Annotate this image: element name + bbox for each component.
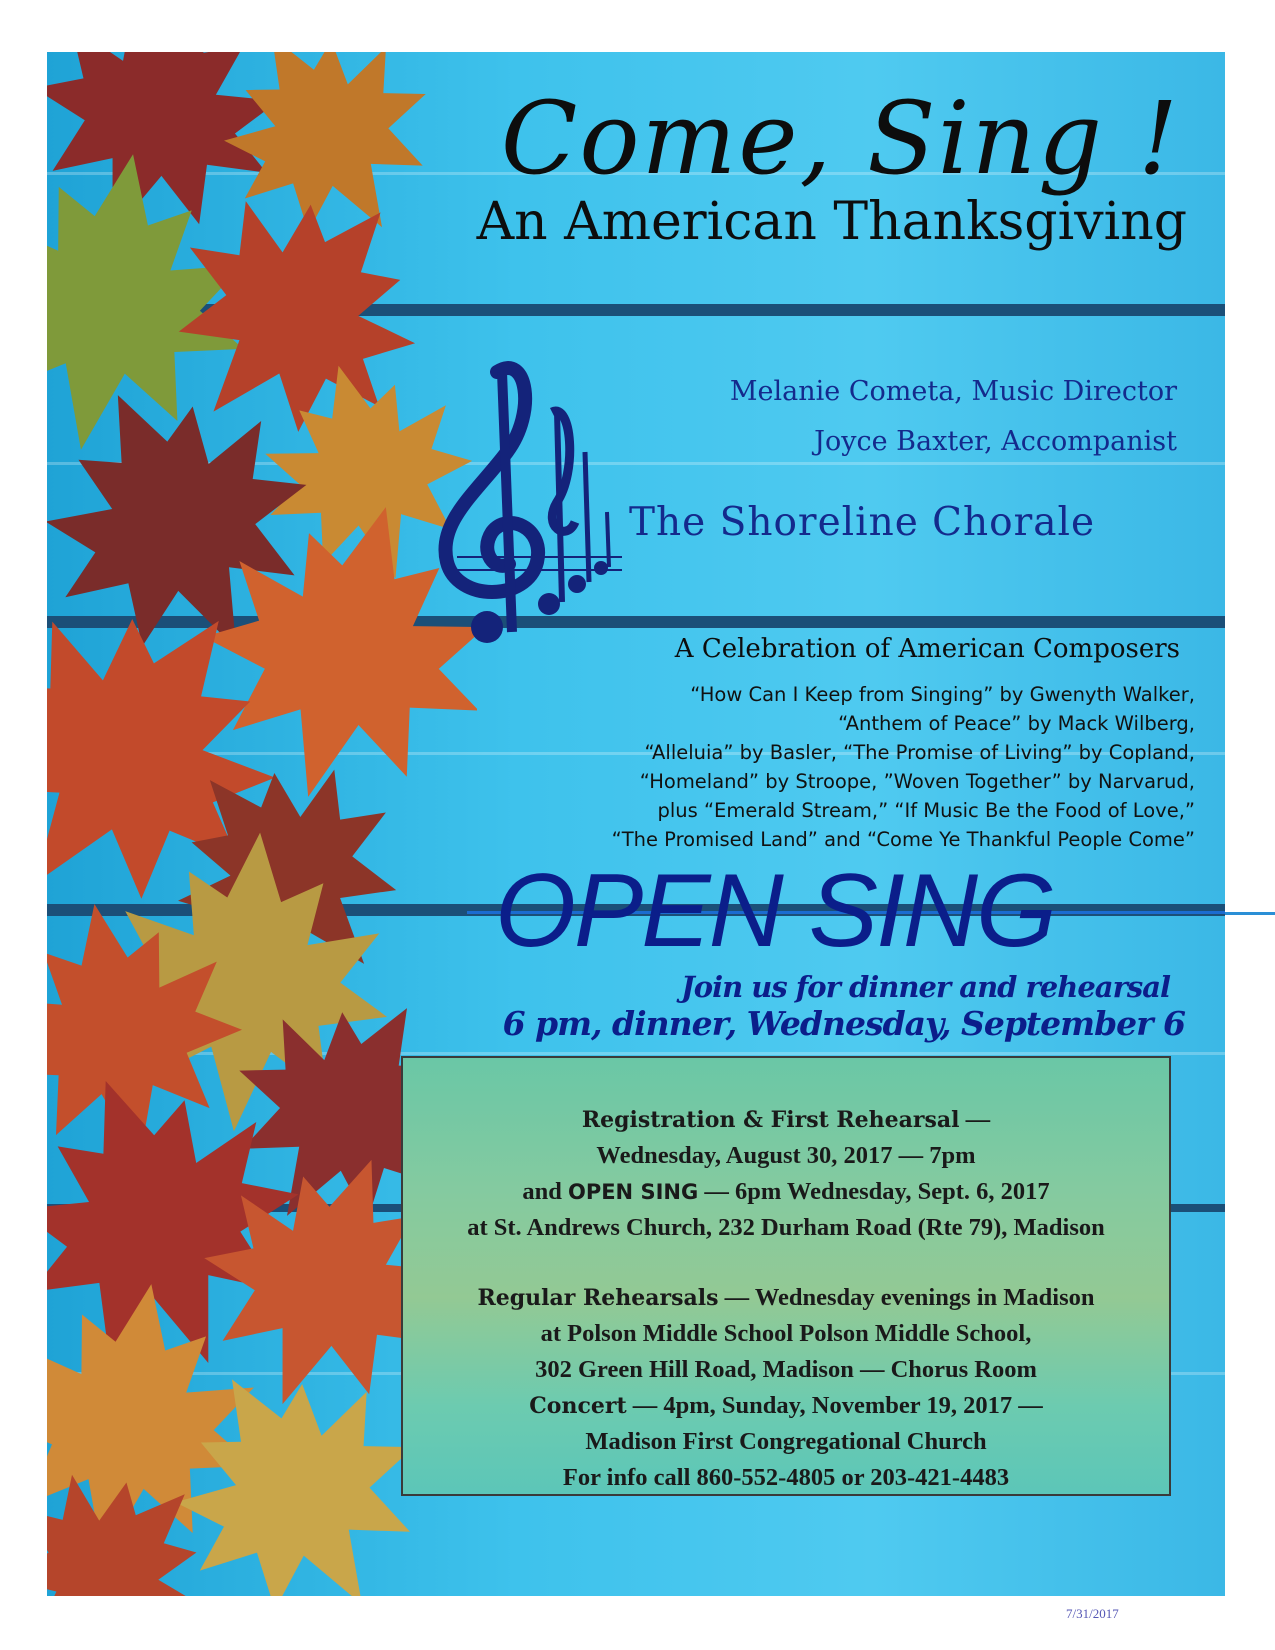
- chorale-name: The Shoreline Chorale: [629, 500, 1096, 545]
- regular-address: 302 Green Hill Road, Madison — Chorus Room: [535, 1356, 1037, 1383]
- flyer-background: [47, 52, 1225, 1596]
- footer-date: 7/31/2017: [1066, 1606, 1119, 1621]
- concert-detail: — 4pm, Sunday, November 19, 2017 —: [626, 1392, 1043, 1419]
- regular-line: [403, 1280, 1169, 1316]
- registration-date: Wednesday, August 30, 2017 — 7pm: [596, 1142, 976, 1169]
- repertoire-list: [475, 680, 1195, 854]
- main-title: Come, Sing !: [500, 80, 1180, 197]
- margin-rule: [1225, 912, 1275, 915]
- accompanist: Joyce Baxter, Accompanist: [814, 426, 1177, 457]
- contact-info: For info call 860-552-4805 or 203-421-4483: [562, 1464, 1010, 1491]
- dinner-invite: Join us for dinner and rehearsal: [681, 970, 1170, 1004]
- concert-line: [403, 1388, 1169, 1424]
- repertoire-line: “How Can I Keep from Singing” by Gwenyth Walker,: [690, 683, 1195, 706]
- repertoire-line: “Homeland” by Stroope, ”Woven Together” by Narvarud,: [639, 770, 1195, 793]
- dinner-time: 6 pm, dinner, Wednesday, September 6: [502, 1004, 1185, 1043]
- concert-heading: Concert: [529, 1393, 627, 1419]
- music-director: Melanie Cometa, Music Director: [729, 376, 1177, 407]
- open-sing-line: [403, 1174, 1169, 1210]
- registration-heading-line: [403, 1102, 1169, 1138]
- repertoire-line: plus “Emerald Stream,” “If Music Be the Food of Love,”: [657, 799, 1195, 822]
- spacer: [403, 1246, 1169, 1280]
- open-prefix: and: [522, 1178, 568, 1205]
- program-heading: A Celebration of American Composers: [674, 634, 1180, 664]
- subtitle: An American Thanksgiving: [476, 192, 1187, 252]
- regular-heading: Regular Rehearsals: [477, 1285, 719, 1311]
- concert-place: Madison First Congregational Church: [585, 1428, 987, 1455]
- registration-heading: Registration & First Rehearsal: [581, 1107, 960, 1133]
- repertoire-line: “Alleluia” by Basler, “The Promise of Living” by Copland,: [644, 741, 1195, 764]
- schedule-box: [401, 1056, 1171, 1496]
- open-sing-headline: OPEN SING: [495, 853, 1055, 969]
- treble-clef-notes-icon: [417, 352, 627, 652]
- repertoire-line: “The Promised Land” and “Come Ye Thankful People Come”: [611, 828, 1195, 851]
- regular-place: at Polson Middle School Polson Middle School,: [540, 1320, 1032, 1347]
- registration-dash: —: [959, 1106, 991, 1133]
- open-sing-detail: — 6pm Wednesday, Sept. 6, 2017: [698, 1178, 1050, 1205]
- open-sing-label: OPEN SING: [567, 1180, 699, 1204]
- regular-detail: — Wednesday evenings in Madison: [718, 1284, 1095, 1311]
- location: at St. Andrews Church, 232 Durham Road (Rte 79), Madison: [467, 1214, 1105, 1241]
- repertoire-line: “Anthem of Peace” by Mack Wilberg,: [838, 712, 1195, 735]
